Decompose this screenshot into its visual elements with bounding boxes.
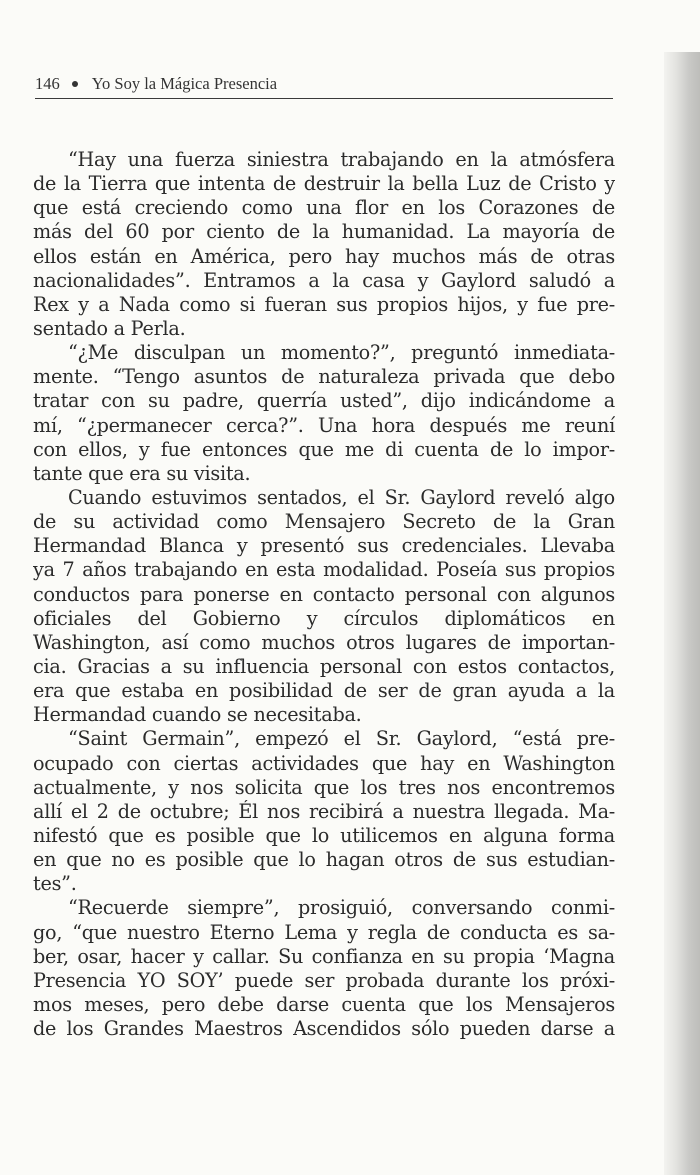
book-title: Yo Soy la Mágica Presencia <box>91 74 278 93</box>
text-line: mí, “¿permanecer cerca?”. Una hora después me reuní <box>33 413 615 437</box>
text-line: Rex y a Nada como si fueran sus propios hijos, y fue pre- <box>33 292 615 316</box>
bullet-separator-icon <box>72 81 78 87</box>
text-line: nacionalidades”. Entramos a la casa y Gaylord saludó a <box>33 268 615 292</box>
text-line: con ellos, y fue entonces que me di cuenta de lo impor- <box>33 437 615 461</box>
text-line: sentado a Perla. <box>33 316 186 340</box>
text-line: Presencia YO SOY’ puede ser probada durante los próxi- <box>33 968 615 992</box>
text-line: Hermandad Blanca y presentó sus credenciales. Llevaba <box>33 534 615 558</box>
text-line: era que estaba en posibilidad de ser de gran ayuda a la <box>33 679 615 703</box>
text-line: de la Tierra que intenta de destruir la bella Luz de Cristo y <box>33 172 615 196</box>
text-line: “Saint Germain”, empezó el Sr. Gaylord, “está pre- <box>68 727 615 751</box>
text-line: tante que era su visita. <box>33 461 251 485</box>
text-line: tratar con su padre, querría usted”, dijo indicándome a <box>33 389 615 413</box>
text-line: “¿Me disculpan un momento?”, preguntó inmediata- <box>68 341 615 365</box>
text-line: que está creciendo como una flor en los Corazones de <box>33 196 615 220</box>
text-line: Washington, así como muchos otros lugares de importan- <box>33 630 615 654</box>
text-line: “Recuerde siempre”, prosiguió, conversando conmi- <box>68 896 615 920</box>
text-line: Cuando estuvimos sentados, el Sr. Gaylord reveló algo <box>68 485 615 509</box>
text-line: nifestó que es posible que lo utilicemos en alguna forma <box>33 823 615 847</box>
text-line: mos meses, pero debe darse cuenta que los Mensajeros <box>33 992 615 1016</box>
text-line: ya 7 años trabajando en esta modalidad. Poseía sus propios <box>33 558 615 582</box>
text-line: Hermandad cuando se necesitaba. <box>33 703 362 727</box>
text-line: tes”. <box>33 872 77 896</box>
text-line: allí el 2 de octubre; Él nos recibirá a nuestra llegada. Ma- <box>33 799 615 823</box>
text-line: más del 60 por ciento de la humanidad. La mayoría de <box>33 220 615 244</box>
body-text <box>33 148 615 1041</box>
text-line: go, “que nuestro Eterno Lema y regla de conducta es sa- <box>33 920 615 944</box>
text-line: de los Grandes Maestros Ascendidos sólo pueden darse a <box>33 1017 615 1041</box>
page-number: 146 <box>35 74 60 93</box>
text-line: ellos están en América, pero hay muchos más de otras <box>33 244 615 268</box>
page-edge-shadow <box>664 52 700 1175</box>
text-line: ocupado con ciertas actividades que hay en Washington <box>33 751 615 775</box>
text-line: oficiales del Gobierno y círculos diplomáticos en <box>33 606 615 630</box>
running-header <box>35 70 613 99</box>
text-line: de su actividad como Mensajero Secreto de la Gran <box>33 510 615 534</box>
text-line: mente. “Tengo asuntos de naturaleza privada que debo <box>33 365 615 389</box>
text-line: “Hay una fuerza siniestra trabajando en la atmósfera <box>68 148 615 171</box>
text-line: ber, osar, hacer y callar. Su confianza en su propia ‘Magna <box>33 944 615 968</box>
text-line: actualmente, y nos solicita que los tres nos encontremos <box>33 775 615 799</box>
text-line: conductos para ponerse en contacto personal con algunos <box>33 582 615 606</box>
text-line: cia. Gracias a su influencia personal con estos contactos, <box>33 654 615 678</box>
text-line: en que no es posible que lo hagan otros de sus estudian- <box>33 848 615 872</box>
